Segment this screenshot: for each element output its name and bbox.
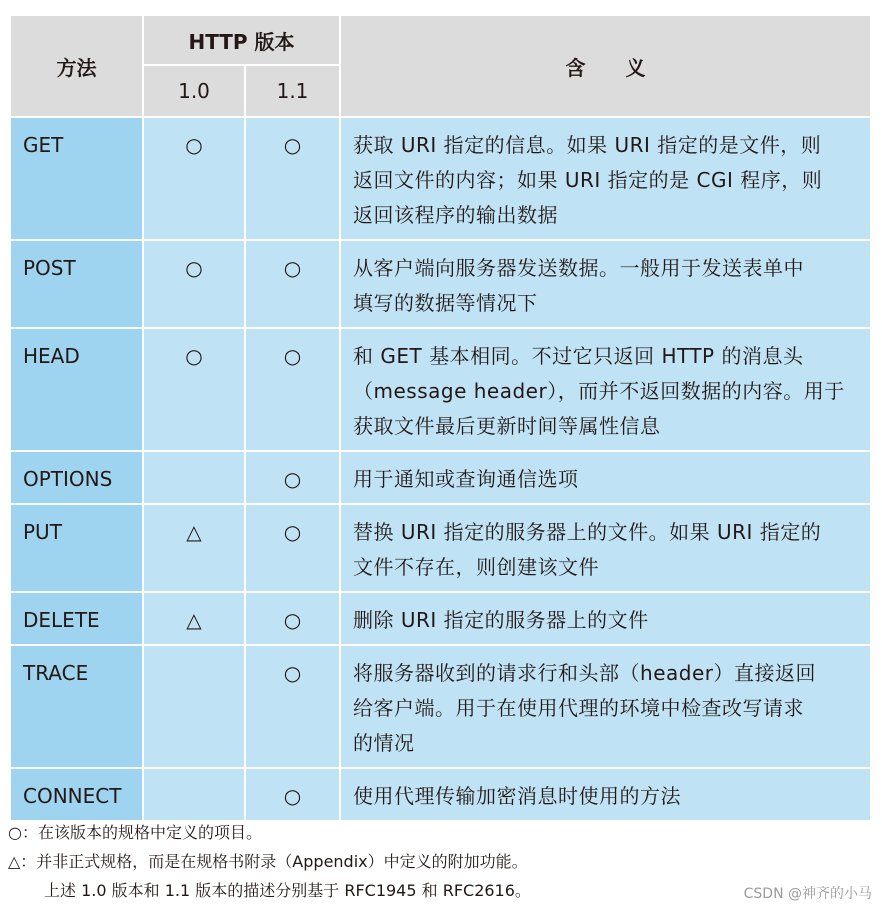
- version-1-1-mark: ○: [245, 592, 340, 645]
- description-line: 用于通知或查询通信选项: [353, 467, 579, 491]
- method-description: [340, 328, 871, 451]
- description-line: 获取文件最后更新时间等属性信息: [353, 414, 661, 438]
- method-name: HEAD: [10, 328, 143, 451]
- version-1-0-mark: [143, 451, 245, 504]
- description-line: 将服务器收到的请求行和头部（header）直接返回: [353, 661, 816, 685]
- method-name: TRACE: [10, 645, 143, 768]
- description-line: 替换 URI 指定的服务器上的文件。如果 URI 指定的: [353, 520, 822, 544]
- description-line: 给客户端。用于在使用代理的环境中检查改写请求: [353, 696, 805, 720]
- description-line: 返回文件的内容；如果 URI 指定的是 CGI 程序，则: [353, 168, 823, 192]
- method-name: DELETE: [10, 592, 143, 645]
- version-1-1-mark: ○: [245, 768, 340, 821]
- table-row: [10, 592, 871, 645]
- method-description: [340, 451, 871, 504]
- version-1-1-mark: ○: [245, 240, 340, 328]
- table-body: [10, 117, 871, 821]
- method-name: POST: [10, 240, 143, 328]
- table-header: [10, 15, 871, 117]
- description-line: 的情况: [353, 731, 415, 755]
- method-name: GET: [10, 117, 143, 240]
- version-1-0-mark: △: [143, 504, 245, 592]
- version-1-0-header: 1.0: [143, 65, 245, 117]
- triangle-footnote: △：并非正式规格，而是在规格书附录（Appendix）中定义的附加功能。: [8, 852, 528, 871]
- method-description: [340, 768, 871, 821]
- description-line: 获取 URI 指定的信息。如果 URI 指定的是文件，则: [353, 133, 822, 157]
- table-row: [10, 240, 871, 328]
- table-row: [10, 117, 871, 240]
- source-footnote: 上述 1.0 版本和 1.1 版本的描述分别基于 RFC1945 和 RFC2616。: [44, 881, 531, 900]
- version-1-0-mark: [143, 645, 245, 768]
- meaning-column-header: 含 义: [340, 15, 871, 117]
- table-row: [10, 328, 871, 451]
- version-1-0-mark: [143, 768, 245, 821]
- table-row: [10, 645, 871, 768]
- description-line: 删除 URI 指定的服务器上的文件: [353, 608, 649, 632]
- description-line: 使用代理传输加密消息时使用的方法: [353, 784, 682, 808]
- http-version-header: HTTP 版本: [143, 15, 340, 65]
- version-1-1-mark: ○: [245, 117, 340, 240]
- table-row: [10, 768, 871, 821]
- version-1-0-mark: ○: [143, 328, 245, 451]
- method-name: OPTIONS: [10, 451, 143, 504]
- version-1-1-mark: ○: [245, 328, 340, 451]
- csdn-watermark: CSDN @神齐的小马: [743, 886, 872, 902]
- table-row: [10, 451, 871, 504]
- method-description: [340, 504, 871, 592]
- method-description: [340, 645, 871, 768]
- description-line: （message header），而并不返回数据的内容。用于: [353, 379, 845, 403]
- description-line: 和 GET 基本相同。不过它只返回 HTTP 的消息头: [353, 344, 804, 368]
- description-line: 填写的数据等情况下: [353, 291, 538, 315]
- version-1-1-header: 1.1: [245, 65, 340, 117]
- method-name: PUT: [10, 504, 143, 592]
- version-1-0-mark: △: [143, 592, 245, 645]
- table-row: [10, 504, 871, 592]
- circle-footnote: ○：在该版本的规格中定义的项目。: [8, 823, 262, 842]
- method-name: CONNECT: [10, 768, 143, 821]
- version-1-0-mark: ○: [143, 240, 245, 328]
- version-1-1-mark: ○: [245, 451, 340, 504]
- version-1-1-mark: ○: [245, 504, 340, 592]
- version-1-1-mark: ○: [245, 645, 340, 768]
- method-description: [340, 117, 871, 240]
- http-methods-table: [9, 14, 872, 822]
- description-line: 从客户端向服务器发送数据。一般用于发送表单中: [353, 256, 805, 280]
- version-1-0-mark: ○: [143, 117, 245, 240]
- description-line: 返回该程序的输出数据: [353, 203, 559, 227]
- method-column-header: 方法: [10, 15, 143, 117]
- description-line: 文件不存在，则创建该文件: [353, 555, 600, 579]
- method-description: [340, 240, 871, 328]
- method-description: [340, 592, 871, 645]
